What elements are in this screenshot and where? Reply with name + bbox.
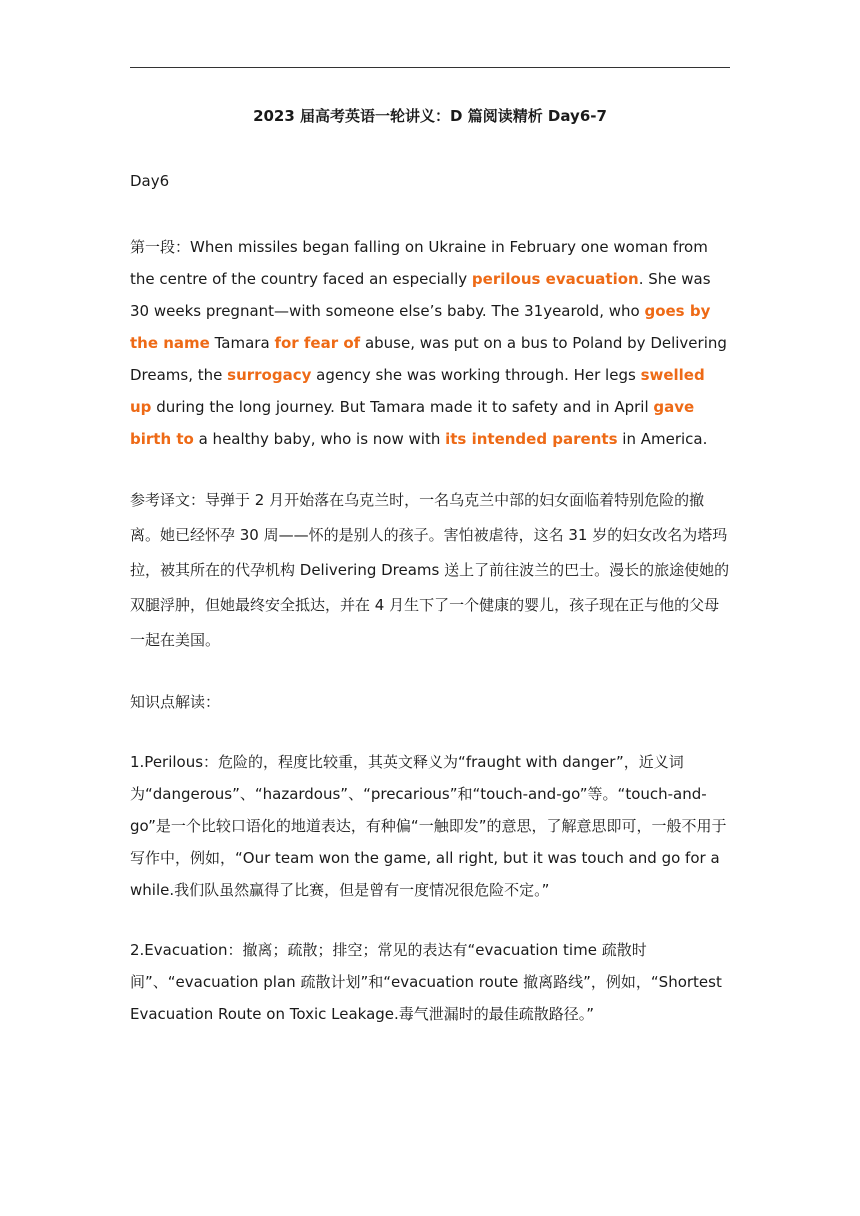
para1-text: a healthy baby, who is now with (193, 430, 446, 448)
document-title: 2023 届高考英语一轮讲义：D 篇阅读精析 Day6-7 (253, 107, 607, 125)
para1-text: Tamara (209, 334, 275, 352)
para1-text: 第一段：When missiles began falling on Ukraine in February one woman from the centre of the country faced an especially (130, 238, 708, 288)
para1-text: during the long journey. But Tamara made it to safety and in April (151, 398, 654, 416)
highlight-intended-parents: its intended parents (445, 430, 618, 448)
highlight-swelled-up: swelled up (130, 366, 705, 416)
document-body (130, 100, 730, 1030)
highlight-gave-birth-to: gave birth to (130, 398, 695, 448)
para1-text: in America. (617, 430, 708, 448)
header-rule (130, 67, 730, 68)
highlight-for-fear-of: for fear of (274, 334, 361, 352)
para1-text: agency she was working through. Her legs (311, 366, 641, 384)
highlight-goes-by-the-name: goes by the name (130, 302, 711, 352)
knowledge-heading: 知识点解读： (130, 693, 221, 711)
paragraph-1 (130, 231, 730, 455)
knowledge-point-2: 2.Evacuation：撤离；疏散；排空；常见的表达有“evacuation time 疏散时间”、“evacuation plan 疏散计划”和“evacuation route 撤离路线”，例如，“Shortest Evacuation Route on Toxic Leakage.毒气泄漏时的最佳疏散路径。” (130, 941, 722, 1023)
translation-paragraph: 参考译文：导弹于 2 月开始落在乌克兰时，一名乌克兰中部的妇女面临着特别危险的撤离。她已经怀孕 30 周——怀的是别人的孩子。害怕被虐待，这名 31 岁的妇女改名为塔玛拉，被其所在的代孕机构 Delivering Dreams 送上了前往波兰的巴士。漫长的旅途使她的双腿浮肿，但她最终安全抵达，并在 4 月生下了一个健康的婴儿，孩子现在正与他的父母一起在美国。 (130, 491, 730, 649)
highlight-surrogacy: surrogacy (227, 366, 312, 384)
para1-text: . She was 30 weeks pregnant—with someone else’s baby. The 31yearold, who (130, 270, 711, 320)
knowledge-point-1: 1.Perilous：危险的，程度比较重，其英文释义为“fraught with danger”，近义词为“dangerous”、“hazardous”、“precarious”和“touch-and-go”等。“touch-and-go”是一个比较口语化的地道表达，有种偏“一触即发”的意思，了解意思即可，一般不用于写作中，例如，“Our team won the game, all right, but it was touch and go for a while.我们队虽然赢得了比赛，但是曾有一度情况很危险不定。” (130, 753, 727, 899)
para1-text: abuse, was put on a bus to Poland by Delivering Dreams, the (130, 334, 727, 384)
day-label: Day6 (130, 172, 170, 190)
highlight-perilous-evacuation: perilous evacuation (471, 270, 639, 288)
